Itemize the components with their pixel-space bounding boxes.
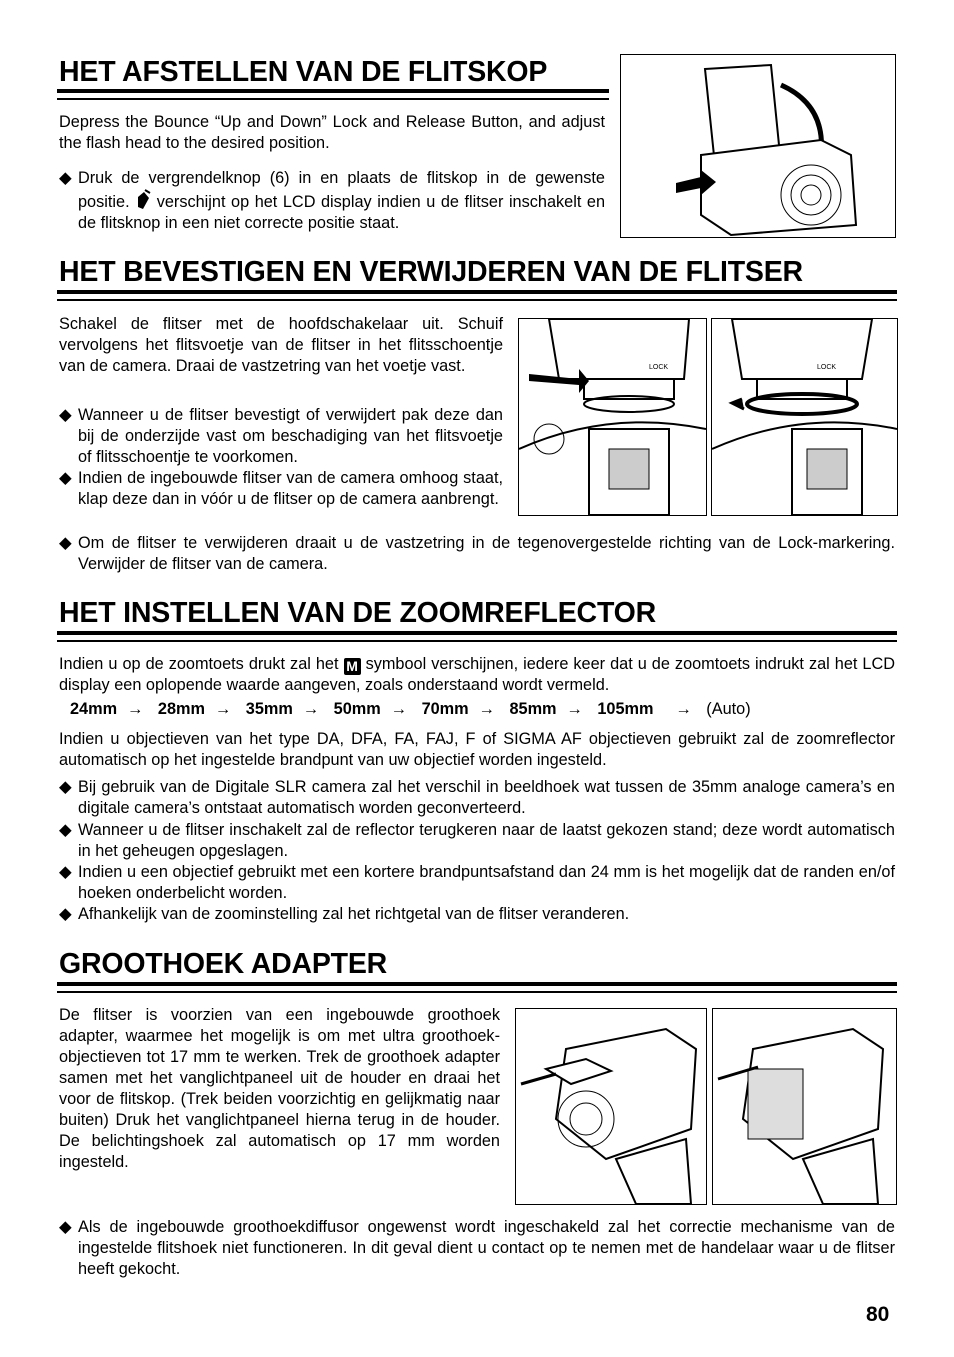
heading-flitskop: HET AFSTELLEN VAN DE FLITSKOP (59, 56, 548, 88)
illustration-flash-head-tilt (620, 54, 896, 238)
zoom-step: 28mm (157, 700, 205, 718)
arrow-icon: → (478, 700, 495, 718)
bullet-text: Druk de vergrendelknop (6) in en plaats de flitskop in de gewenste positie. (78, 169, 605, 211)
m-symbol-icon: M (344, 658, 361, 675)
bullet-text: verschijnt op het LCD display indien u de flitser inschakelt en de flitsknop in een niet correcte positie staat. (78, 193, 605, 232)
zoom-step: 35mm (245, 700, 293, 718)
paragraph (59, 654, 895, 696)
bullet-item (59, 168, 605, 234)
heading-rule (57, 982, 897, 994)
arrow-icon: → (302, 700, 320, 718)
diamond-bullet-icon: ◆ (59, 863, 72, 881)
heading-groothoek: GROOTHOEK ADAPTER (59, 948, 388, 980)
illustration-attach-flash (518, 318, 707, 516)
bullet-text: Afhankelijk van de zoominstelling zal het richtgetal van de flitser veranderen. (78, 905, 630, 923)
paragraph: Depress the Bounce “Up and Down” Lock and Release Button, and adjust the flash head to the desired position. (59, 113, 605, 152)
bullet-item (59, 904, 895, 925)
illustration-wide-adapter-out (515, 1008, 707, 1205)
lock-label: LOCK (649, 364, 669, 371)
diamond-bullet-icon: ◆ (59, 406, 72, 424)
heading-bevestigen: HET BEVESTIGEN EN VERWIJDEREN VAN DE FLITSER (59, 256, 803, 288)
text: Indien u op de zoomtoets drukt zal het (59, 655, 339, 673)
bullet-item (59, 777, 895, 819)
illustration-wide-adapter-in (712, 1008, 897, 1205)
paragraph: Indien u objectieven van het type DA, DFA, FA, FAJ, F of SIGMA AF objectieven gebruikt zal de zoomreflector automatisch op het ingestelde brandpunt van uw objectief worden ingesteld. (59, 730, 895, 769)
paragraph: De flitser is voorzien van een ingebouwde groothoek adapter, waarmee het mogelijk is om met ultra groothoek-objectieven tot 17 mm te werken. Trek de groothoek adapter samen met het vanglichtpaneel uit de houder en draai het voor de flitskop. (Trek beiden voorzichtig en gelijkmatig naar buiten) Druk het vanglichtpaneel hierna terug in de houder. De belichtingshoek zal automatisch op 17 mm worden ingesteld. (59, 1006, 500, 1171)
svg-text:LOCK: LOCK (817, 364, 837, 371)
arrow-icon: → (566, 700, 583, 718)
bullet-item (59, 820, 895, 862)
illustration-lock-ring (711, 318, 898, 516)
heading-rule (57, 631, 897, 643)
diamond-bullet-icon: ◆ (59, 534, 72, 552)
bullet-text: Als de ingebouwde groothoekdiffusor ongewenst wordt ingeschakeld zal het correctie mechanisme van de ingestelde flitshoek niet functioneren. In dit geval dient u contact op te nemen met de handelaar waar u de flitser heeft gekocht. (78, 1218, 895, 1278)
zoom-step: 85mm (509, 700, 557, 718)
bullet-item (59, 468, 503, 510)
bullet-item (59, 1217, 895, 1280)
bullet-text: Om de flitser te verwijderen draait u de vastzetring in de tegenovergestelde richting van de Lock-markering. Verwijder de flitser van de camera. (78, 534, 895, 573)
arrow-icon: → (214, 700, 232, 718)
diamond-bullet-icon: ◆ (59, 1218, 72, 1236)
diamond-bullet-icon: ◆ (59, 169, 72, 187)
diamond-bullet-icon: ◆ (59, 905, 72, 923)
zoom-step: 50mm (333, 700, 381, 718)
heading-rule (57, 89, 609, 101)
bullet-item (59, 405, 503, 468)
zoom-step: 24mm (70, 700, 118, 718)
zoom-step: 70mm (421, 700, 469, 718)
bullet-text: Bij gebruik van de Digitale SLR camera zal het verschil in beeldhoek wat tussen de 35mm analoge camera’s en digitale camera’s ontstaat automatisch worden geconverteerd. (78, 778, 895, 817)
bullet-text: Indien de ingebouwde flitser van de camera omhoog staat, klap deze dan in vóór u de flitser op de camera aanbrengt. (78, 469, 503, 508)
diamond-bullet-icon: ◆ (59, 778, 72, 796)
bullet-item (59, 862, 895, 904)
bullet-text: Wanneer u de flitser bevestigt of verwijdert pak deze dan bij de onderzijde vast om beschadiging van het flitsvoetje of flitsschoentje te voorkomen. (78, 406, 503, 466)
zoom-auto: (Auto) (706, 700, 751, 718)
heading-zoomreflector: HET INSTELLEN VAN DE ZOOMREFLECTOR (59, 597, 656, 629)
arrow-icon: → (127, 700, 144, 718)
diamond-bullet-icon: ◆ (59, 469, 72, 487)
text: symbool verschijnen, iedere keer dat u de zoomtoets indrukt zal het LCD display een oplopende waarde aangeven, zoals onderstaand wordt vermeld. (59, 655, 895, 694)
flash-head-warning-icon (135, 189, 151, 211)
bullet-item (59, 533, 895, 575)
heading-rule (57, 290, 897, 302)
page-number: 80 (866, 1303, 890, 1326)
zoom-step: 105mm (597, 700, 654, 718)
zoom-sequence (70, 699, 761, 720)
bullet-text: Indien u een objectief gebruikt met een kortere brandpuntsafstand dan 24 mm is het mogelijk dat de randen en/of hoeken onderbelicht worden. (78, 863, 895, 902)
paragraph: Schakel de flitser met de hoofdschakelaar uit. Schuif vervolgens het flitsvoetje van de flitser in het flitsschoentje van de camera. Draai de vastzetring van het voetje vast. (59, 315, 503, 375)
diamond-bullet-icon: ◆ (59, 821, 72, 839)
arrow-icon: → (390, 700, 408, 718)
arrow-icon: → (675, 700, 692, 718)
bullet-text: Wanneer u de flitser inschakelt zal de reflector terugkeren naar de laatst gekozen stand; deze wordt automatisch in het geheugen opgeslagen. (78, 821, 895, 860)
